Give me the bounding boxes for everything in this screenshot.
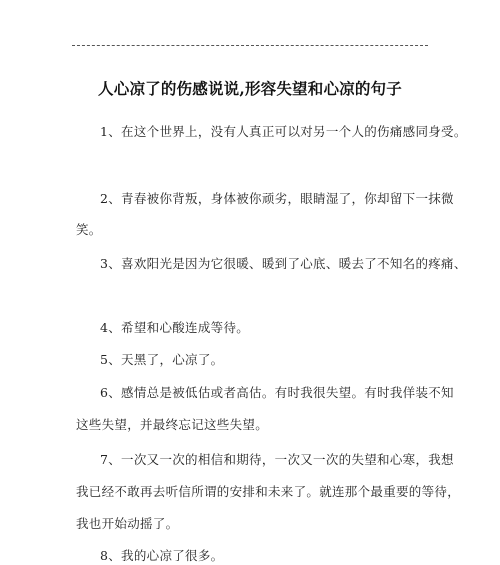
paragraph-line-8: 8、我的心凉了很多。 bbox=[100, 548, 224, 563]
document-title: 人心凉了的伤感说说,形容失望和心凉的句子 bbox=[98, 79, 402, 98]
paragraph-line-4: 4、希望和心酸连成等待。 bbox=[100, 320, 250, 335]
paragraph-line-5: 5、天黑了，心凉了。 bbox=[100, 352, 224, 367]
paragraph-line-7-cont-2: 我也开始动摇了。 bbox=[76, 516, 179, 531]
header-dashed-divider bbox=[72, 45, 428, 46]
paragraph-line-6-cont: 这些失望，并最终忘记这些失望。 bbox=[76, 417, 269, 432]
paragraph-line-2: 2、青春被你背叛，身体被你顽劣，眼睛湿了，你却留下一抹微 bbox=[100, 191, 454, 206]
paragraph-line-1: 1、在这个世界上，没有人真正可以对另一个人的伤痛感同身受。 bbox=[100, 124, 467, 139]
paragraph-line-7-cont-1: 我已经不敢再去听信所谓的安排和未来了。就连那个最重要的等待， bbox=[76, 484, 461, 499]
paragraph-line-2-cont: 笑。 bbox=[76, 222, 102, 237]
paragraph-line-6: 6、感情总是被低估或者高估。有时我很失望。有时我佯装不知 bbox=[100, 385, 454, 400]
paragraph-line-3: 3、喜欢阳光是因为它很暖、暖到了心底、暖去了不知名的疼痛、 bbox=[100, 256, 467, 271]
paragraph-line-7: 7、一次又一次的相信和期待，一次又一次的失望和心寒，我想 bbox=[100, 452, 454, 467]
